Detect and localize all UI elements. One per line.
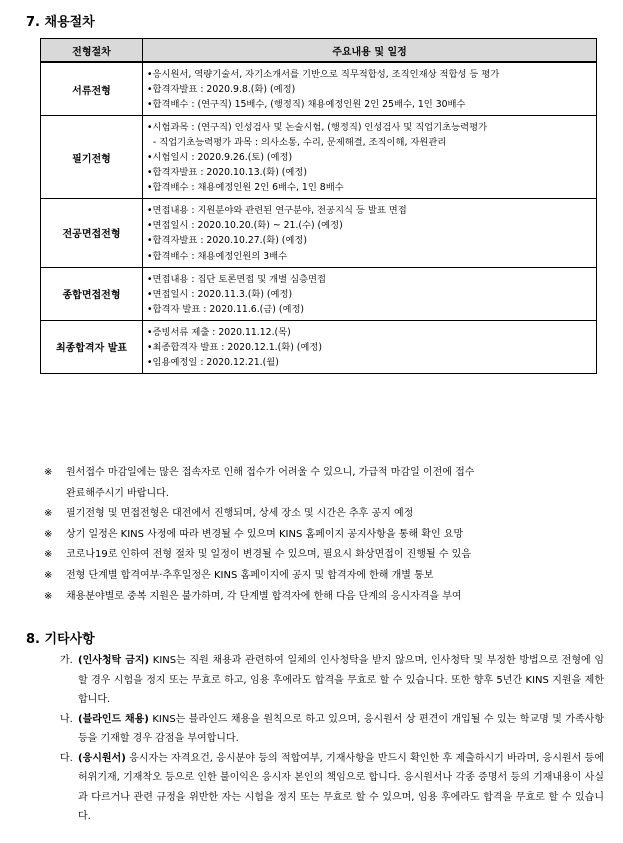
note-item	[44, 525, 604, 546]
reference-mark: ※	[44, 590, 53, 602]
detail-line: •면접일시 : 2020.10.20.(화) ~ 21.(수) (예정)	[147, 220, 343, 232]
note-text: 코로나19로 인하여 전형 절차 및 일정이 변경될 수 있으며, 필요시 화상면접이 진행될 수 있음	[66, 549, 471, 561]
procedure-notes	[44, 463, 604, 607]
item-text: KINS는 블라인드 채용을 원칙으로 하고 있으며, 응시원서 상 편견이 개입될 수 있는 학교명 및 가족사항 등을 기재할 경우 감점을 부여합니다.	[78, 713, 604, 744]
detail-line: •최종합격자 발표 : 2020.12.1.(화) (예정)	[147, 341, 323, 353]
reference-mark: ※	[44, 528, 53, 540]
stage-details	[143, 62, 597, 116]
item-heading: (응시원서)	[78, 752, 126, 764]
other-matters-list	[60, 651, 604, 827]
item-heading: (인사청탁 금지)	[78, 655, 150, 666]
section-8-title: 8. 기타사항	[26, 632, 95, 647]
note-item	[44, 566, 604, 587]
detail-line: •면접내용 : 지원분야와 관련된 연구분야, 전공지식 등 발표 면접	[147, 205, 407, 217]
recruitment-procedure-table	[40, 38, 597, 374]
stage-name: 최종합격자 발표	[41, 320, 143, 373]
item-marker: 나.	[60, 713, 73, 725]
note-text: 완료해주시기 바랍니다.	[66, 487, 169, 499]
table-row-comprehensive-interview	[41, 267, 597, 320]
reference-mark: ※	[44, 467, 53, 478]
reference-mark: ※	[44, 569, 53, 581]
detail-line: •합격자발표 : 2020.10.27.(화) (예정)	[147, 235, 308, 247]
detail-line: •합격배수 : 채용예정인원의 3배수	[147, 250, 288, 262]
stage-name: 서류전형	[41, 62, 143, 116]
detail-line: •합격자 발표 : 2020.11.6.(금) (예정)	[147, 303, 305, 315]
note-item	[44, 463, 604, 484]
note-item	[44, 587, 604, 608]
detail-line: •면접내용 : 집단 토론면접 및 개별 심층면접	[147, 273, 327, 285]
table-row-document-screening	[41, 62, 597, 116]
table-header-row	[41, 39, 597, 63]
item-text: 응시자는 자격요건, 응시분야 등의 적합여부, 기재사항을 반드시 확인한 후 제출하시기 바라며, 응시원서 등에 허위기재, 기재착오 등으로 인한 불이익은 응시자 본인의 책임으로 합니다. 응시원서나 각종 증명서 등의 기재내용이 사실과 다르거나 관련 규정을 위반한 자는 시험을 정지 또는 무효로 할 수 있으며, 임용 후에라도 합격을 무효로 할 수 있습니다.	[78, 752, 604, 822]
list-item-application-form	[60, 749, 604, 827]
note-text: 상기 일정은 KINS 사정에 따라 변경될 수 있으며 KINS 홈페이지 공지사항을 통해 확인 요망	[66, 528, 464, 540]
detail-line: •시험일시 : 2020.9.26.(토) (예정)	[147, 152, 293, 164]
detail-line: •면접일시 : 2020.11.3.(화) (예정)	[147, 288, 293, 300]
detail-line: •응시원서, 역량기술서, 자기소개서를 기반으로 직무적합성, 조직인재상 적합성 등 평가	[147, 69, 500, 80]
reference-mark: ※	[44, 508, 53, 520]
detail-line: •증빙서류 제출 : 2020.11.12.(목)	[147, 326, 291, 338]
detail-line: •합격배수 : (연구직) 15배수, (행정직) 채용예정인원 2인 25배수, 1인 30배수	[147, 99, 466, 111]
list-item-solicitation-ban	[60, 651, 604, 710]
stage-details	[143, 267, 597, 320]
note-text: 채용분야별로 중복 지원은 불가하며, 각 단계별 합격자에 한해 다음 단계의 응시자격을 부여	[66, 590, 462, 602]
note-text: 필기전형 및 면접전형은 대전에서 진행되며, 상세 장소 및 시간은 추후 공지 예정	[66, 508, 414, 520]
table-row-major-interview	[41, 199, 597, 267]
note-item	[44, 545, 604, 566]
reference-mark: ※	[44, 549, 53, 561]
list-item-blind-recruitment	[60, 710, 604, 749]
detail-line: •합격자발표 : 2020.10.13.(화) (예정)	[147, 167, 308, 179]
detail-line: •시험과목 : (연구직) 인성검사 및 논술시험, (행정직) 인성검사 및 직업기초능력평가	[147, 122, 488, 134]
item-marker: 가.	[60, 655, 73, 666]
stage-name: 필기전형	[41, 116, 143, 199]
section-7-title: 7. 채용절차	[26, 15, 95, 30]
item-marker: 다.	[60, 752, 73, 764]
item-text: KINS는 직원 채용과 관련하여 일체의 인사청탁을 받지 않으며, 인사청탁 및 부정한 방법으로 전형에 임할 경우 시험을 정지 또는 무효로 하고, 임용 후에라도 합격을 무효로 할 수 있습니다. 또한 향후 5년간 KINS 지원을 제한합니다.	[78, 655, 604, 705]
note-text: 전형 단계별 합격여부·추후일정은 KINS 홈페이지에 공지 및 합격자에 한해 개별 통보	[66, 569, 434, 581]
item-heading: (블라인드 채용)	[78, 713, 149, 725]
header-stage: 전형절차	[41, 39, 143, 63]
stage-name: 전공면접전형	[41, 199, 143, 267]
detail-line: •합격자발표 : 2020.9.8.(화) (예정)	[147, 84, 296, 96]
note-text: 원서접수 마감일에는 많은 접속자로 인해 접수가 어려울 수 있으니, 가급적 마감일 이전에 접수	[66, 467, 475, 478]
table-row-final-announcement	[41, 320, 597, 373]
stage-details	[143, 199, 597, 267]
note-item-continued	[44, 484, 604, 505]
table-row-written-test	[41, 116, 597, 199]
stage-details	[143, 116, 597, 199]
detail-line: •합격배수 : 채용예정인원 2인 6배수, 1인 8배수	[147, 182, 344, 194]
detail-line: - 직업기초능력평가 과목 : 의사소통, 수리, 문제해결, 조직이해, 자원관리	[147, 137, 447, 149]
header-details: 주요내용 및 일정	[143, 39, 597, 63]
stage-details	[143, 320, 597, 373]
note-item	[44, 504, 604, 525]
detail-line: •임용예정일 : 2020.12.21.(월)	[147, 356, 279, 368]
stage-name: 종합면접전형	[41, 267, 143, 320]
